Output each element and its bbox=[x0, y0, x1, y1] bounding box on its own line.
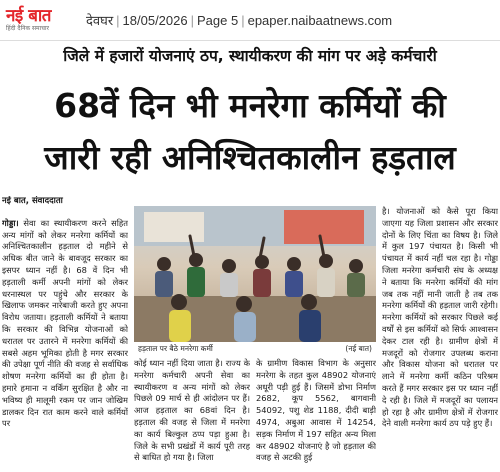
protest-photo-illustration bbox=[134, 206, 376, 342]
byline: नई बात, संवाददाता bbox=[2, 196, 63, 206]
headline-line-2: जारी रही अनिश्चितकालीन हड़ताल bbox=[44, 138, 456, 177]
photo-caption-bar bbox=[134, 342, 376, 356]
headline-line-1: 68वें दिन भी मनरेगा कर्मियों की bbox=[54, 86, 446, 125]
edition-date: 18/05/2026 bbox=[122, 13, 188, 28]
edition-info: देवघर | 18/05/2026 | Page 5 | epaper.naibaatnews.com bbox=[86, 13, 393, 28]
logo-text: नई बात bbox=[6, 5, 52, 26]
article-column-3 bbox=[256, 358, 376, 472]
column-1-text: सेवा का स्थायीकरण करने सहित अन्य मांगों को लेकर मनरेगा कर्मियों का अनिश्चितकालीन हड़ताल दो महीने से अधिक बीत जाने के बावजूद सरकार का इसपर ध्यान नहीं है। 68 वें दिन भी हड़ताली कर्मी अपनी मांगों को लेकर धरनास्थल पर पहुंचे और सरकार के खिलाफ जमकर नारेबाजी करते हुए अपना विरोध जताया। हड़ताली कर्मियों ने बताया कि सरकार की विभिन्न योजनाओं को धरातल पर उतारने में मनरेगा कर्मियों की सबसे अहम भूमिका होती है मगर सरकार की उपेक्षा पूर्ण नीति की वजह से सर्वाधिक शोषण मनरेगा कर्मियों का ही होता है। हमारे हमाना न वर्किंग सुरक्षित है और ना भविष्य ही मालूमी रकम पर जान जोखिम डालकर दिन रात काम करने वाले कर्मियों पर bbox=[2, 217, 128, 429]
column-4-text: है। योजनाओं को कैसे पूरा किया जाएगा यह जिला प्रशासन और सरकार दोनों के लिए चिंता का विषय है। जिले में कुल 197 पंचायत है। किसी भी पंचायत में कार्य नहीं चल रहा है। गोड्डा जिला मनरेगा कर्मचारी संघ के अध्यक्ष ने बताया कि मनरेगा कर्मियों की मांग जब तक नहीं मानी जाती है तब तक मनरेगा कर्मियों की हड़ताल जारी रहेगी। मनरेगा कर्मियों को सरकार पिछले कई वर्षों से इस कर्मियों को सिर्फ आश्वासन देकर टाल रही है। ग्रामीण क्षेत्रों में मजदूरों को रोजगार उपलब्ध कराना और विकास योजना को धरातल पर लाने में मनरेगा कर्मी कठिन परिश्रम करते हैं मगर सरकार इस पर ध्यान नहीं दे रही है। जिले में मजदूरों का पलायन हो रहा है और ग्रामीण क्षेत्रों में रोजगार देने वाली मनरेगा कार्य ठप पड़े हुए हैं। bbox=[382, 206, 498, 429]
page-number: Page 5 bbox=[197, 13, 239, 28]
logo-tagline: हिंदी दैनिक समाचार bbox=[6, 24, 49, 32]
newspaper-logo[interactable] bbox=[0, 0, 82, 40]
column-3-text: के ग्रामीण विकास विभाग के अनुसार मनरेगा के तहत कुल 48902 योजनाएं अधूरी पड़ी हुई हैं। जिसमें डोभा निर्माण 2682, कूप 5562, बागवानी 54092, पशु शेड 1188, दीदी बाड़ी 4974, अबुआ आवास में 14254, सड़क निर्माण में 197 सहित अन्य मिला कर 48902 योजनाएं है जो हड़ताल की वजह से अटकी हुई bbox=[256, 358, 376, 463]
article-kicker: जिले में हजारों योजनाएं ठप, स्थायीकरण की मांग पर अड़े कर्मचारी bbox=[63, 47, 437, 65]
dateline: गोड्डा। bbox=[2, 217, 19, 228]
article-column-1 bbox=[2, 196, 128, 472]
article-column-2 bbox=[134, 358, 250, 472]
photo-caption: हड़ताल पर बैठे मनरेगा कर्मी bbox=[138, 344, 213, 353]
edition-city: देवघर bbox=[86, 13, 114, 28]
epaper-url[interactable]: epaper.naibaatnews.com bbox=[247, 13, 393, 28]
masthead bbox=[0, 0, 500, 41]
article-photo[interactable] bbox=[134, 206, 376, 342]
photo-credit: (नई बात) bbox=[345, 344, 372, 353]
article-column-4 bbox=[382, 206, 498, 472]
article-headline bbox=[0, 80, 500, 184]
column-2-text: कोई ध्यान नहीं दिया जाता है। राज्य के मनरेगा कर्मचारी अपनी सेवा का स्थायीकरण व अन्य मांगों को लेकर पिछले 09 मार्च से ही आंदोलन पर हैं। आज हड़ताल का 68वां दिन है। हड़ताल की वजह से जिला में मनरेगा का कार्य बिल्कुल ठप्प पड़ा हुआ है। जिले के सभी प्रखंडों में कार्य पूरी तरह से बाधित हो गया है। जिला bbox=[134, 358, 250, 463]
